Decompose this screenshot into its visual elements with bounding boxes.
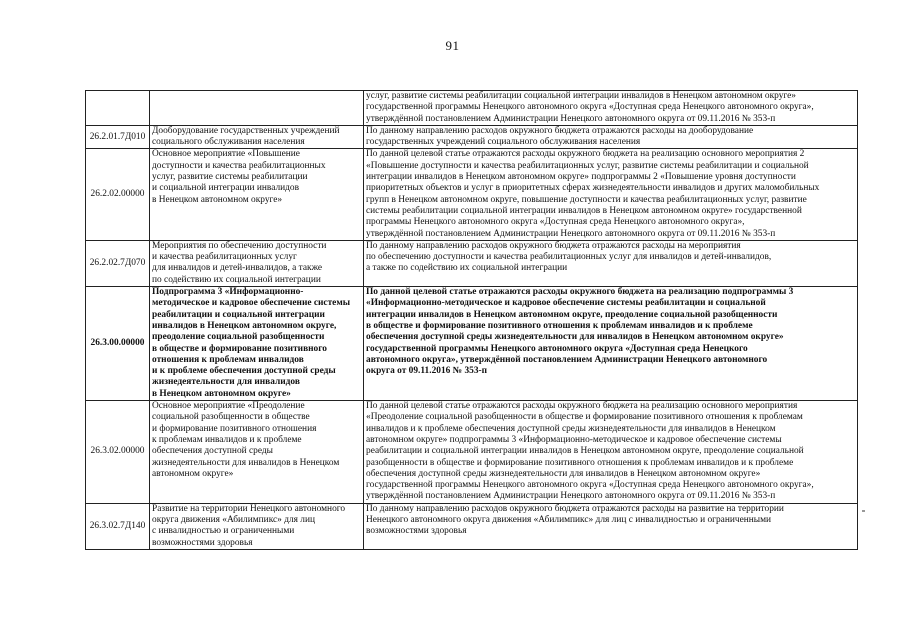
- row-name: [150, 125, 364, 149]
- row-name-line: социального обслуживания населения: [152, 137, 305, 148]
- scan-speck: [862, 510, 865, 512]
- row-description-line: а также по содействию их социальной интеграции: [366, 263, 568, 274]
- row-description: [364, 503, 858, 549]
- row-name-line: в Ненецком автономном округе»: [152, 194, 283, 205]
- row-name: [150, 503, 364, 549]
- row-name-line: отношения к проблемам инвалидов: [152, 354, 304, 365]
- row-name-line: Мероприятия по обеспечению доступности: [152, 240, 327, 251]
- row-description-line: государственных учреждений социального обслуживания населения: [366, 137, 641, 148]
- row-name-line: обеспечения доступной среды: [152, 446, 273, 457]
- row-description-line: Ненецкого автономного округа движения «Абилимпикс» для лиц с инвалидностью и ограниченными: [366, 514, 772, 525]
- row-description-line: разобщенности в обществе и формирование позитивного отношения к проблемам инвалидов и к проблеме: [366, 457, 794, 468]
- table-row: [86, 240, 858, 286]
- row-name-line: в обществе и формирование позитивного: [152, 343, 327, 354]
- row-description-line: групп в Ненецком автономном округе, повышение доступности и качества реабилитационных услуг, развитие: [366, 194, 807, 205]
- row-name-line: Основное мероприятие «Преодоление: [152, 401, 305, 412]
- table-row: [86, 401, 858, 504]
- row-description-line: возможностями здоровья: [366, 526, 467, 537]
- row-code: 26.2.02.00000: [86, 149, 150, 240]
- row-description-line: «Повышение доступности и качества реабилитационных услуг, развитие системы реабилитации и социальной: [366, 160, 809, 171]
- row-code: [86, 91, 150, 126]
- row-description-line: утверждённой постановлением Администрации Ненецкого автономного округа от 09.11.2016 № 353-п: [366, 113, 776, 124]
- row-name-line: с инвалидностью и ограниченными: [152, 526, 295, 537]
- budget-classification-table: [85, 90, 858, 550]
- row-description-line: По данной целевой статье отражаются расходы окружного бюджета на реализацию подпрограммы 3: [366, 287, 794, 298]
- row-name-line: жизнедеятельности для инвалидов: [152, 377, 300, 388]
- row-description-line: округа от 09.11.2016 № 353-п: [366, 366, 488, 377]
- row-name-line: возможностями здоровья: [152, 537, 253, 548]
- row-name-line: преодоление социальной разобщенности: [152, 332, 325, 343]
- row-description-line: автономного округа», утверждённой постановлением Администрации Ненецкого автономного: [366, 354, 768, 365]
- row-code: 26.3.02.7Д140: [86, 503, 150, 549]
- row-description-line: инвалидов и к проблеме обеспечения доступной среды жизнедеятельности для инвалидов в Ненецком: [366, 423, 776, 434]
- table-body: [86, 91, 858, 550]
- row-name-line: доступности и качества реабилитационных: [152, 160, 326, 171]
- row-code: 26.2.01.7Д010: [86, 125, 150, 149]
- row-code: 26.2.02.7Д070: [86, 240, 150, 286]
- row-description-line: в обществе и формирование позитивного отношения к проблемам инвалидов и к проблеме: [366, 320, 753, 331]
- row-name: [150, 401, 364, 504]
- row-description: [364, 91, 858, 126]
- row-description-line: государственной программы Ненецкого автономного округа «Доступная среда Ненецкого: [366, 343, 748, 354]
- row-description-line: обеспечения доступной среды жизнедеятельности для инвалидов в Ненецком автономном округе»: [366, 332, 784, 343]
- row-name-line: методическое и кадровое обеспечение системы: [152, 298, 351, 309]
- row-description: [364, 287, 858, 401]
- row-name-line: Развитие на территории Ненецкого автономного: [152, 503, 346, 514]
- row-name-line: для инвалидов и детей-инвалидов, а также: [152, 263, 323, 274]
- row-code: 26.3.00.00000: [86, 287, 150, 401]
- row-description-line: По данной целевой статье отражаются расходы окружного бюджета на реализацию основного мероприятия: [366, 401, 798, 412]
- row-description-line: интеграции инвалидов в Ненецком автономном округе, преодоление социальной разобщенности: [366, 309, 778, 320]
- row-description-line: интеграции инвалидов в Ненецком автономном округе» подпрограммы 2 «Повышение уровня доступности: [366, 172, 796, 183]
- row-description-line: По данной целевой статье отражаются расходы окружного бюджета на реализацию основного мероприятия 2: [366, 149, 805, 160]
- row-name-line: реабилитации и социальной интеграции: [152, 309, 325, 320]
- row-description: [364, 125, 858, 149]
- table-row: [86, 91, 858, 126]
- row-description-line: автономном округе» подпрограммы 3 «Информационно-методическое и кадровое обеспечение системы: [366, 434, 782, 445]
- row-name-line: и формирование позитивного отношения: [152, 423, 317, 434]
- row-description-line: «Информационно-методическое и кадровое обеспечение системы реабилитации и социальной: [366, 298, 766, 309]
- row-name-line: по содействию их социальной интеграции: [152, 274, 321, 285]
- row-name-line: округа движения «Абилимпикс» для лиц: [152, 514, 316, 525]
- table-row: [86, 149, 858, 240]
- row-name-line: и социальной интеграции инвалидов: [152, 183, 300, 194]
- row-name-line: автономном округе»: [152, 468, 234, 479]
- row-description-line: реабилитации и социальной интеграции инвалидов в Ненецком автономном округе, преодоление социальной: [366, 446, 804, 457]
- row-name: [150, 240, 364, 286]
- row-description-line: По данному направлению расходов окружного бюджета отражаются расходы на дооборудование: [366, 125, 754, 136]
- row-description-line: программы Ненецкого автономного округа «Доступная среда Ненецкого автономного округа»,: [366, 217, 745, 228]
- row-description-line: По данному направлению расходов окружного бюджета отражаются расходы на развитие на территории: [366, 503, 784, 514]
- page-number: 91: [445, 38, 460, 53]
- row-name: [150, 287, 364, 401]
- row-name-line: в Ненецком автономном округе»: [152, 388, 291, 399]
- row-description: [364, 401, 858, 504]
- row-description: [364, 240, 858, 286]
- table-row: [86, 503, 858, 549]
- row-description-line: услуг, развитие системы реабилитации социальной интеграции инвалидов в Ненецком автономном округе»: [366, 91, 796, 101]
- row-description-line: обеспечения доступной среды жизнедеятельности для инвалидов в Ненецком автономном округе»: [366, 468, 761, 479]
- row-name-line: инвалидов в Ненецком автономном округе,: [152, 320, 337, 331]
- row-name-line: жизнедеятельности для инвалидов в Ненецком: [152, 457, 340, 468]
- row-code: 26.3.02.00000: [86, 401, 150, 504]
- row-name-line: к проблемам инвалидов и к проблеме: [152, 434, 302, 445]
- row-description-line: утверждённой постановлением Администрации Ненецкого автономного округа от 09.11.2016 № 353-п: [366, 491, 776, 502]
- row-description-line: По данному направлению расходов окружного бюджета отражаются расходы на мероприятия: [366, 240, 741, 251]
- row-name: [150, 149, 364, 240]
- row-name-line: и к проблеме обеспечения доступной среды: [152, 366, 336, 377]
- table-row: [86, 125, 858, 149]
- row-description-line: приоритетных объектов и услуг в приоритетных сферах жизнедеятельности инвалидов и других маломобильных: [366, 183, 820, 194]
- row-name-line: услуг, развитие системы реабилитации: [152, 172, 308, 183]
- row-name: [150, 91, 364, 126]
- row-name-line: Подпрограмма 3 «Информационно-: [152, 287, 304, 298]
- row-description-line: государственной программы Ненецкого автономного округа «Доступная среда Ненецкого автономного округа»,: [366, 102, 814, 113]
- row-description-line: утверждённой постановлением Администрации Ненецкого автономного округа от 09.11.2016 № 353-п: [366, 228, 776, 239]
- row-description-line: государственной программы Ненецкого автономного округа «Доступная среда Ненецкого автономного округа»,: [366, 480, 814, 491]
- row-description: [364, 149, 858, 240]
- row-name-line: Дооборудование государственных учреждений: [152, 125, 340, 136]
- row-name-line: Основное мероприятие «Повышение: [152, 149, 300, 160]
- table-row: [86, 287, 858, 401]
- row-name-line: и качества реабилитационных услуг: [152, 252, 297, 263]
- row-description-line: системы реабилитации социальной интеграции инвалидов в Ненецком автономном округе» государственной: [366, 205, 802, 216]
- row-description-line: по обеспечению доступности и качества реабилитационных услуг для инвалидов и детей-инвалидов,: [366, 252, 772, 263]
- row-description-line: «Преодоление социальной разобщенности в обществе и формирование позитивного отношения к проблемам: [366, 412, 803, 423]
- row-name-line: социальной разобщенности в обществе: [152, 412, 310, 423]
